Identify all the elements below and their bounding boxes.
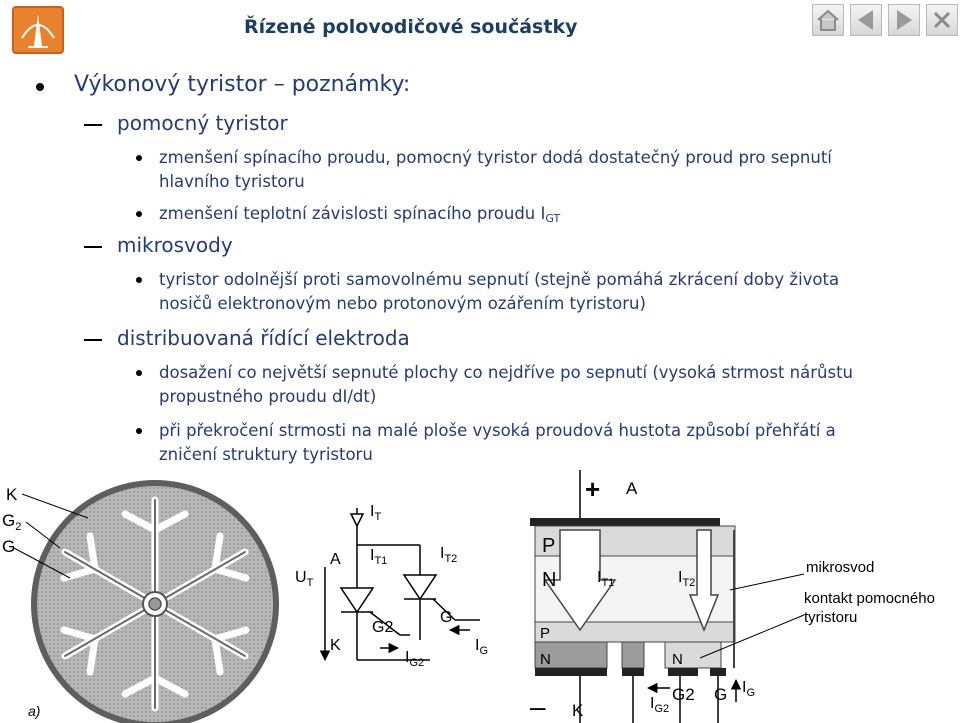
bullet (136, 277, 142, 283)
close-button[interactable] (926, 4, 958, 36)
label-p2: P (540, 625, 551, 642)
section-label: distribuovaná řídící elektroda (117, 326, 410, 350)
close-icon (927, 5, 957, 35)
bullet (136, 370, 142, 376)
label-ig2: $I_{G2}$ (405, 649, 425, 669)
label-k: K (330, 637, 341, 654)
next-icon (889, 5, 919, 35)
label-n3: N (672, 651, 683, 668)
label-n2: N (540, 651, 551, 668)
bullet-text: nosičů elektronovým nebo protonovým ozářením tyristoru) (159, 294, 646, 313)
next-button[interactable] (888, 4, 920, 36)
label-g2: G2 (372, 619, 394, 636)
label-k: K (572, 701, 584, 720)
label-it1: $I_{T1}$ (597, 569, 615, 589)
bullet-text: dosažení co největší sepnuté plochy co nejdříve po sepnutí (vysoká strmost nárůstu (159, 363, 853, 382)
prev-icon (851, 5, 881, 35)
dash (84, 124, 102, 126)
bullet (136, 428, 142, 434)
dash (84, 246, 102, 248)
page-title: Řízené polovodičové součástky (244, 16, 578, 38)
home-icon (813, 5, 843, 35)
label-ig: $I_G$ (742, 679, 756, 699)
bullet-text: zničení struktury tyristoru (159, 445, 373, 464)
caption-a: a) (28, 703, 41, 719)
label-g: G (2, 537, 16, 556)
label-plus: + (585, 474, 601, 504)
circuit-labels (295, 503, 488, 669)
bullet-text: hlavního tyristoru (159, 172, 305, 191)
label-kontakt-1: kontakt pomocného (804, 590, 935, 607)
logo (12, 6, 64, 54)
label-it2: $I_{T2}$ (440, 545, 458, 565)
label-g: G (440, 609, 453, 626)
bullet (36, 83, 44, 91)
bullet-text: zmenšení spínacího proudu, pomocný tyristor dodá dostatečný proud pro sepnutí (159, 148, 832, 167)
bullet-text: při překročení strmosti na malé ploše vysoká proudová hustota způsobí přehřátí a (159, 421, 836, 440)
label-kontakt-2: tyristoru (804, 609, 858, 626)
thyristor-figure (0, 470, 960, 723)
section-label: mikrosvody (117, 233, 233, 257)
label-ig2: $I_{G2}$ (650, 695, 670, 715)
label-g2: G2 (672, 685, 695, 704)
label-it: $I_T$ (370, 503, 382, 523)
section-label: pomocný tyristor (117, 111, 288, 135)
label-minus: – (530, 691, 546, 722)
bullet-text: tyristor odolnější proti samovolnému sepnutí (stejně pomáhá zkrácení doby života (159, 270, 840, 289)
label-it1: $I_{T1}$ (370, 547, 388, 567)
label-g2: $G_2$ (2, 511, 22, 533)
label-ig: $I_G$ (475, 637, 489, 657)
label-k: K (6, 485, 18, 504)
prev-button[interactable] (850, 4, 882, 36)
label-a: A (330, 551, 341, 568)
bullet-text: propustného proudu dI/dt) (159, 387, 377, 406)
slide-heading: Výkonový tyristor – poznámky: (74, 72, 411, 97)
label-n: N (542, 569, 557, 591)
cross-section (530, 470, 804, 723)
label-p: P (542, 535, 556, 557)
label-mikrosvod: mikrosvod (806, 559, 875, 576)
label-a: A (626, 479, 638, 498)
distributed-gate-disc (2, 480, 279, 723)
bullet-text: zmenšení teplotní závislosti spínacího proudu $I_{GT}$ (159, 204, 561, 225)
label-g: G (714, 685, 728, 704)
home-button[interactable] (812, 4, 844, 36)
bullet (136, 155, 142, 161)
dash (84, 339, 102, 341)
bullet (136, 211, 142, 217)
circuit-schematic (325, 508, 480, 660)
label-it2: $I_{T2}$ (678, 569, 696, 589)
label-ut: $U_T$ (295, 569, 314, 589)
